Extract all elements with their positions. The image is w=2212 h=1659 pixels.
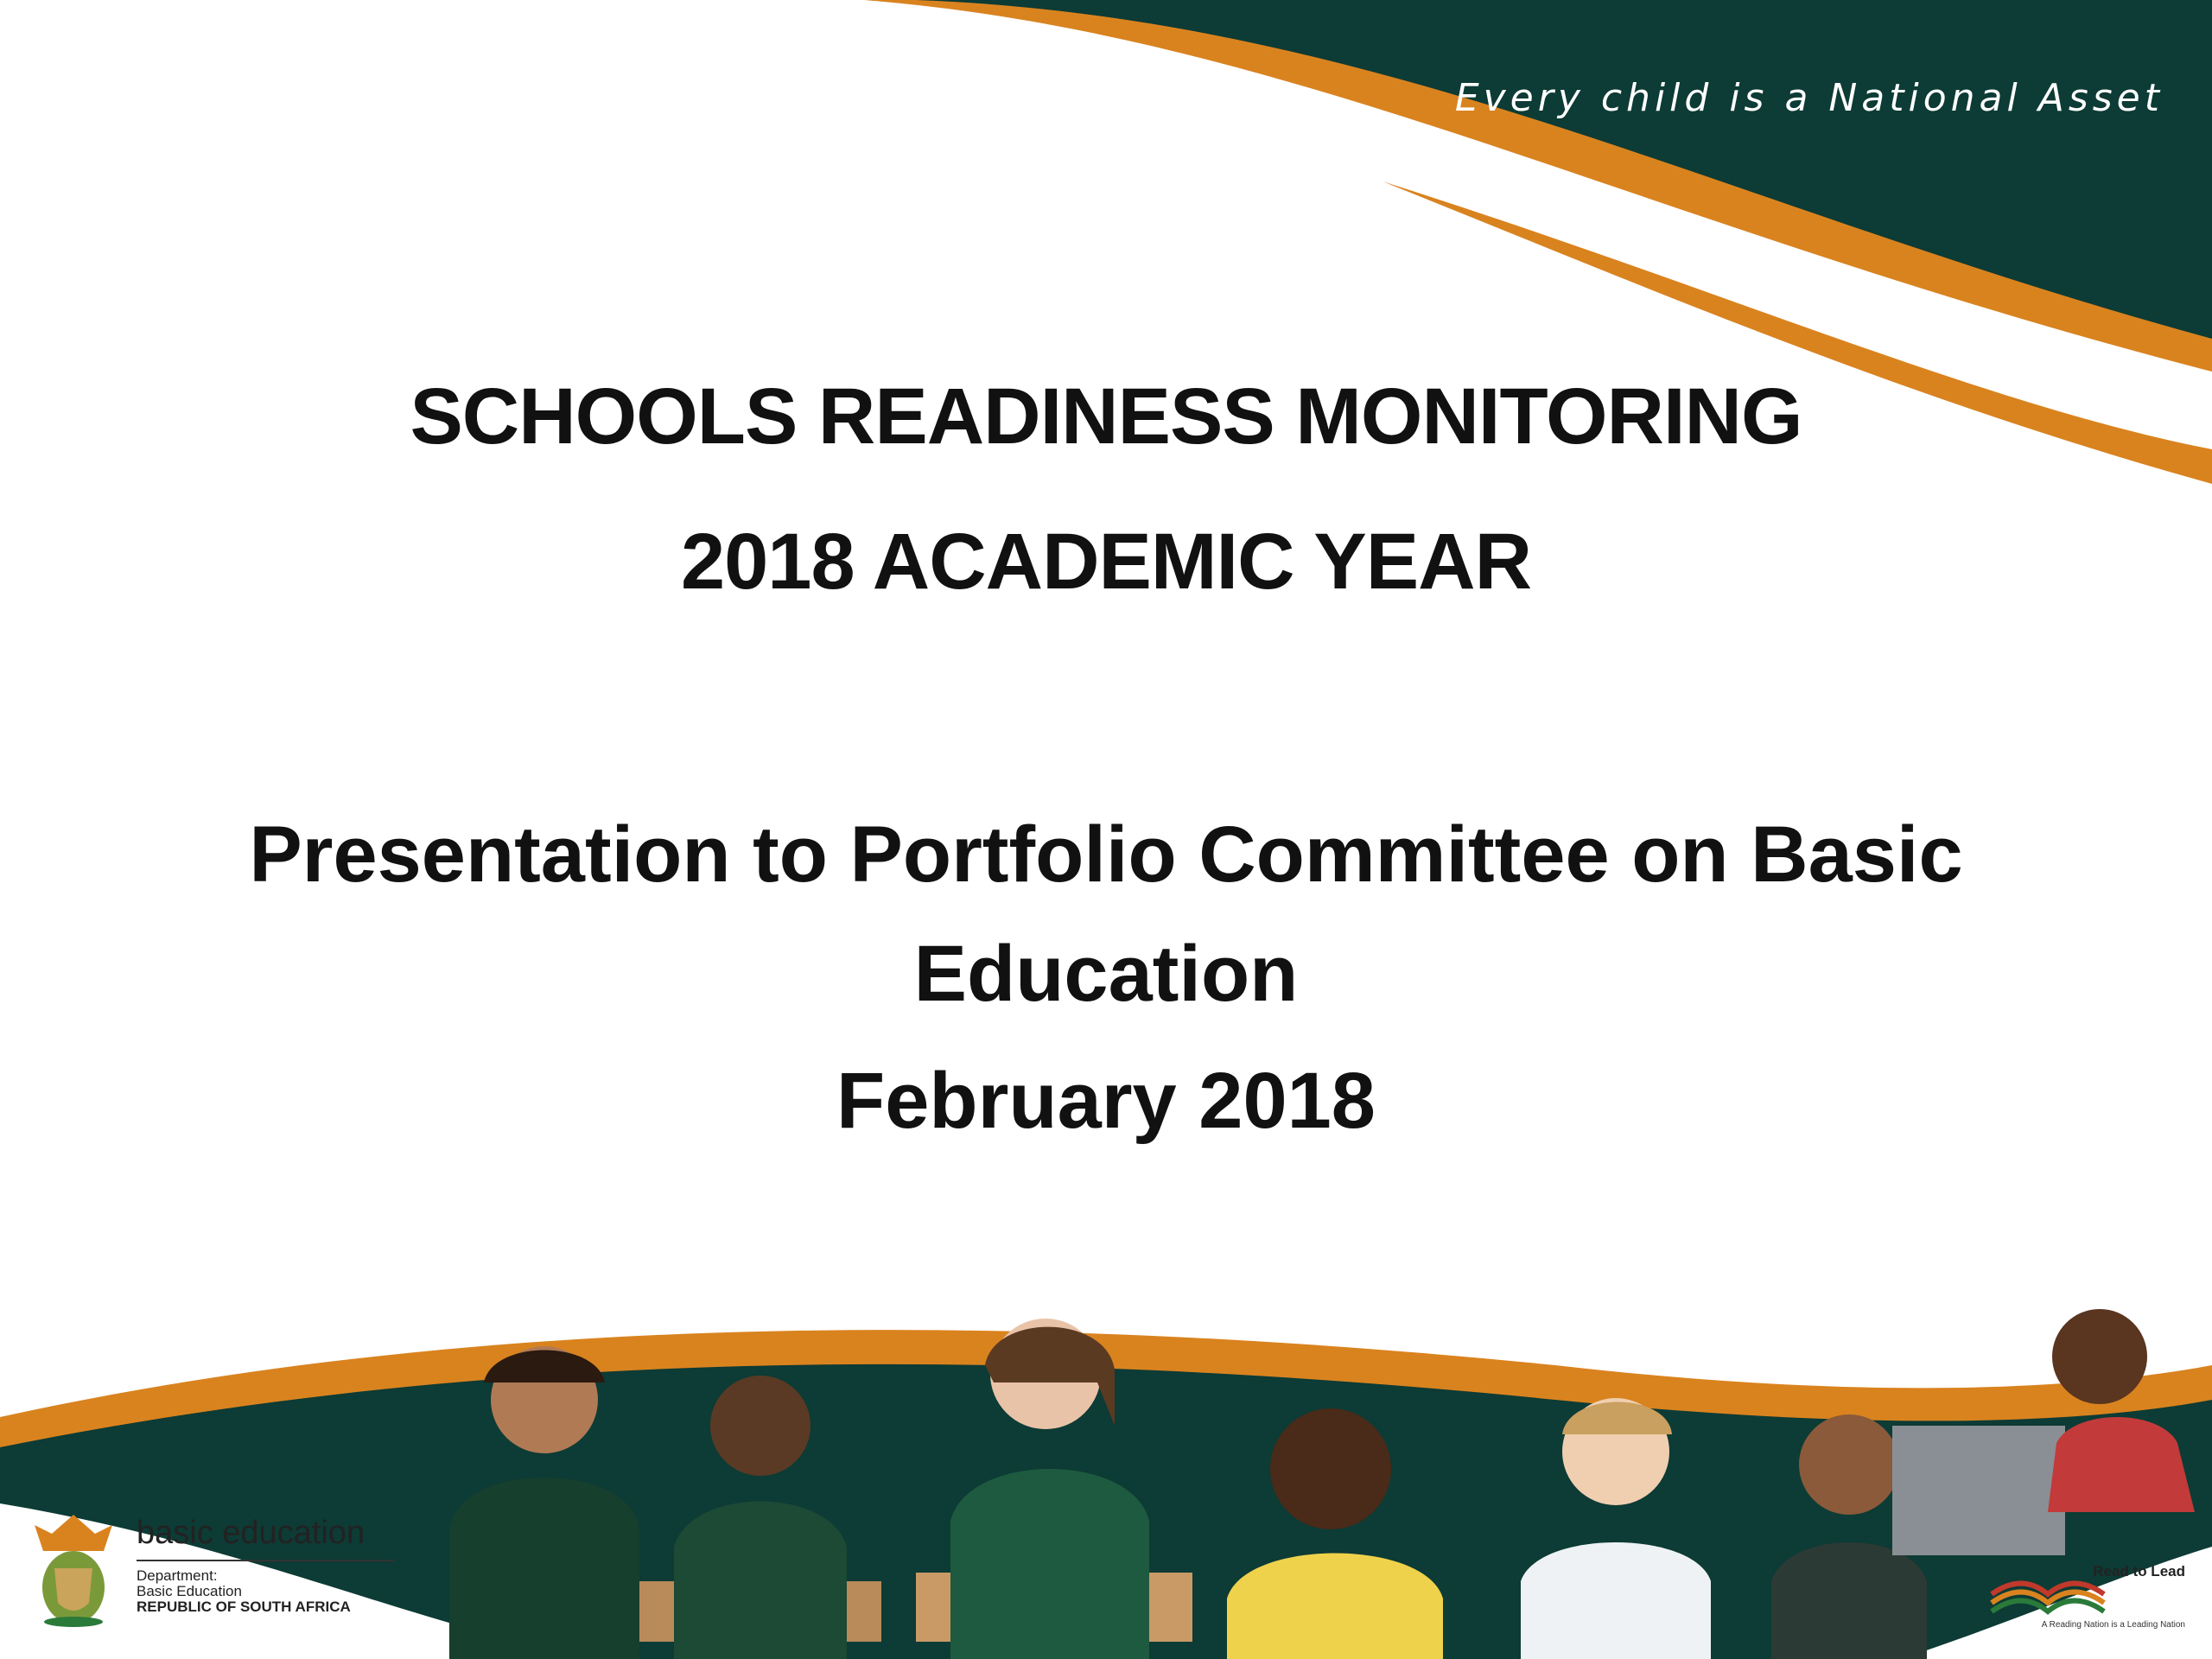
open-book-icon: [1987, 1568, 2108, 1620]
dbe-department-label: Department:: [137, 1567, 218, 1584]
laptop: [1892, 1426, 2065, 1555]
dbe-department-name: Basic Education: [137, 1583, 242, 1599]
read-to-lead-logo: [1987, 1551, 2190, 1633]
dbe-logo: [26, 1508, 389, 1629]
read-to-lead-motto: A Reading Nation is a Leading Nation: [2041, 1620, 2185, 1630]
tagline: Every child is a National Asset: [1454, 76, 2164, 120]
dbe-country: REPUBLIC OF SOUTH AFRICA: [137, 1599, 351, 1615]
title-line-2: 2018 ACADEMIC YEAR: [680, 518, 1532, 606]
dbe-divider: [137, 1560, 394, 1561]
dbe-name: basic education: [137, 1515, 365, 1551]
read-to-lead-title: Read to Lead: [2093, 1563, 2185, 1580]
subtitle: Presentation to Portfolio Committee on Basic Education: [249, 810, 1963, 1018]
coat-of-arms-icon: [26, 1508, 121, 1629]
presentation-date: February 2018: [836, 1057, 1376, 1145]
title-line-1: SCHOOLS READINESS MONITORING: [410, 372, 1802, 461]
